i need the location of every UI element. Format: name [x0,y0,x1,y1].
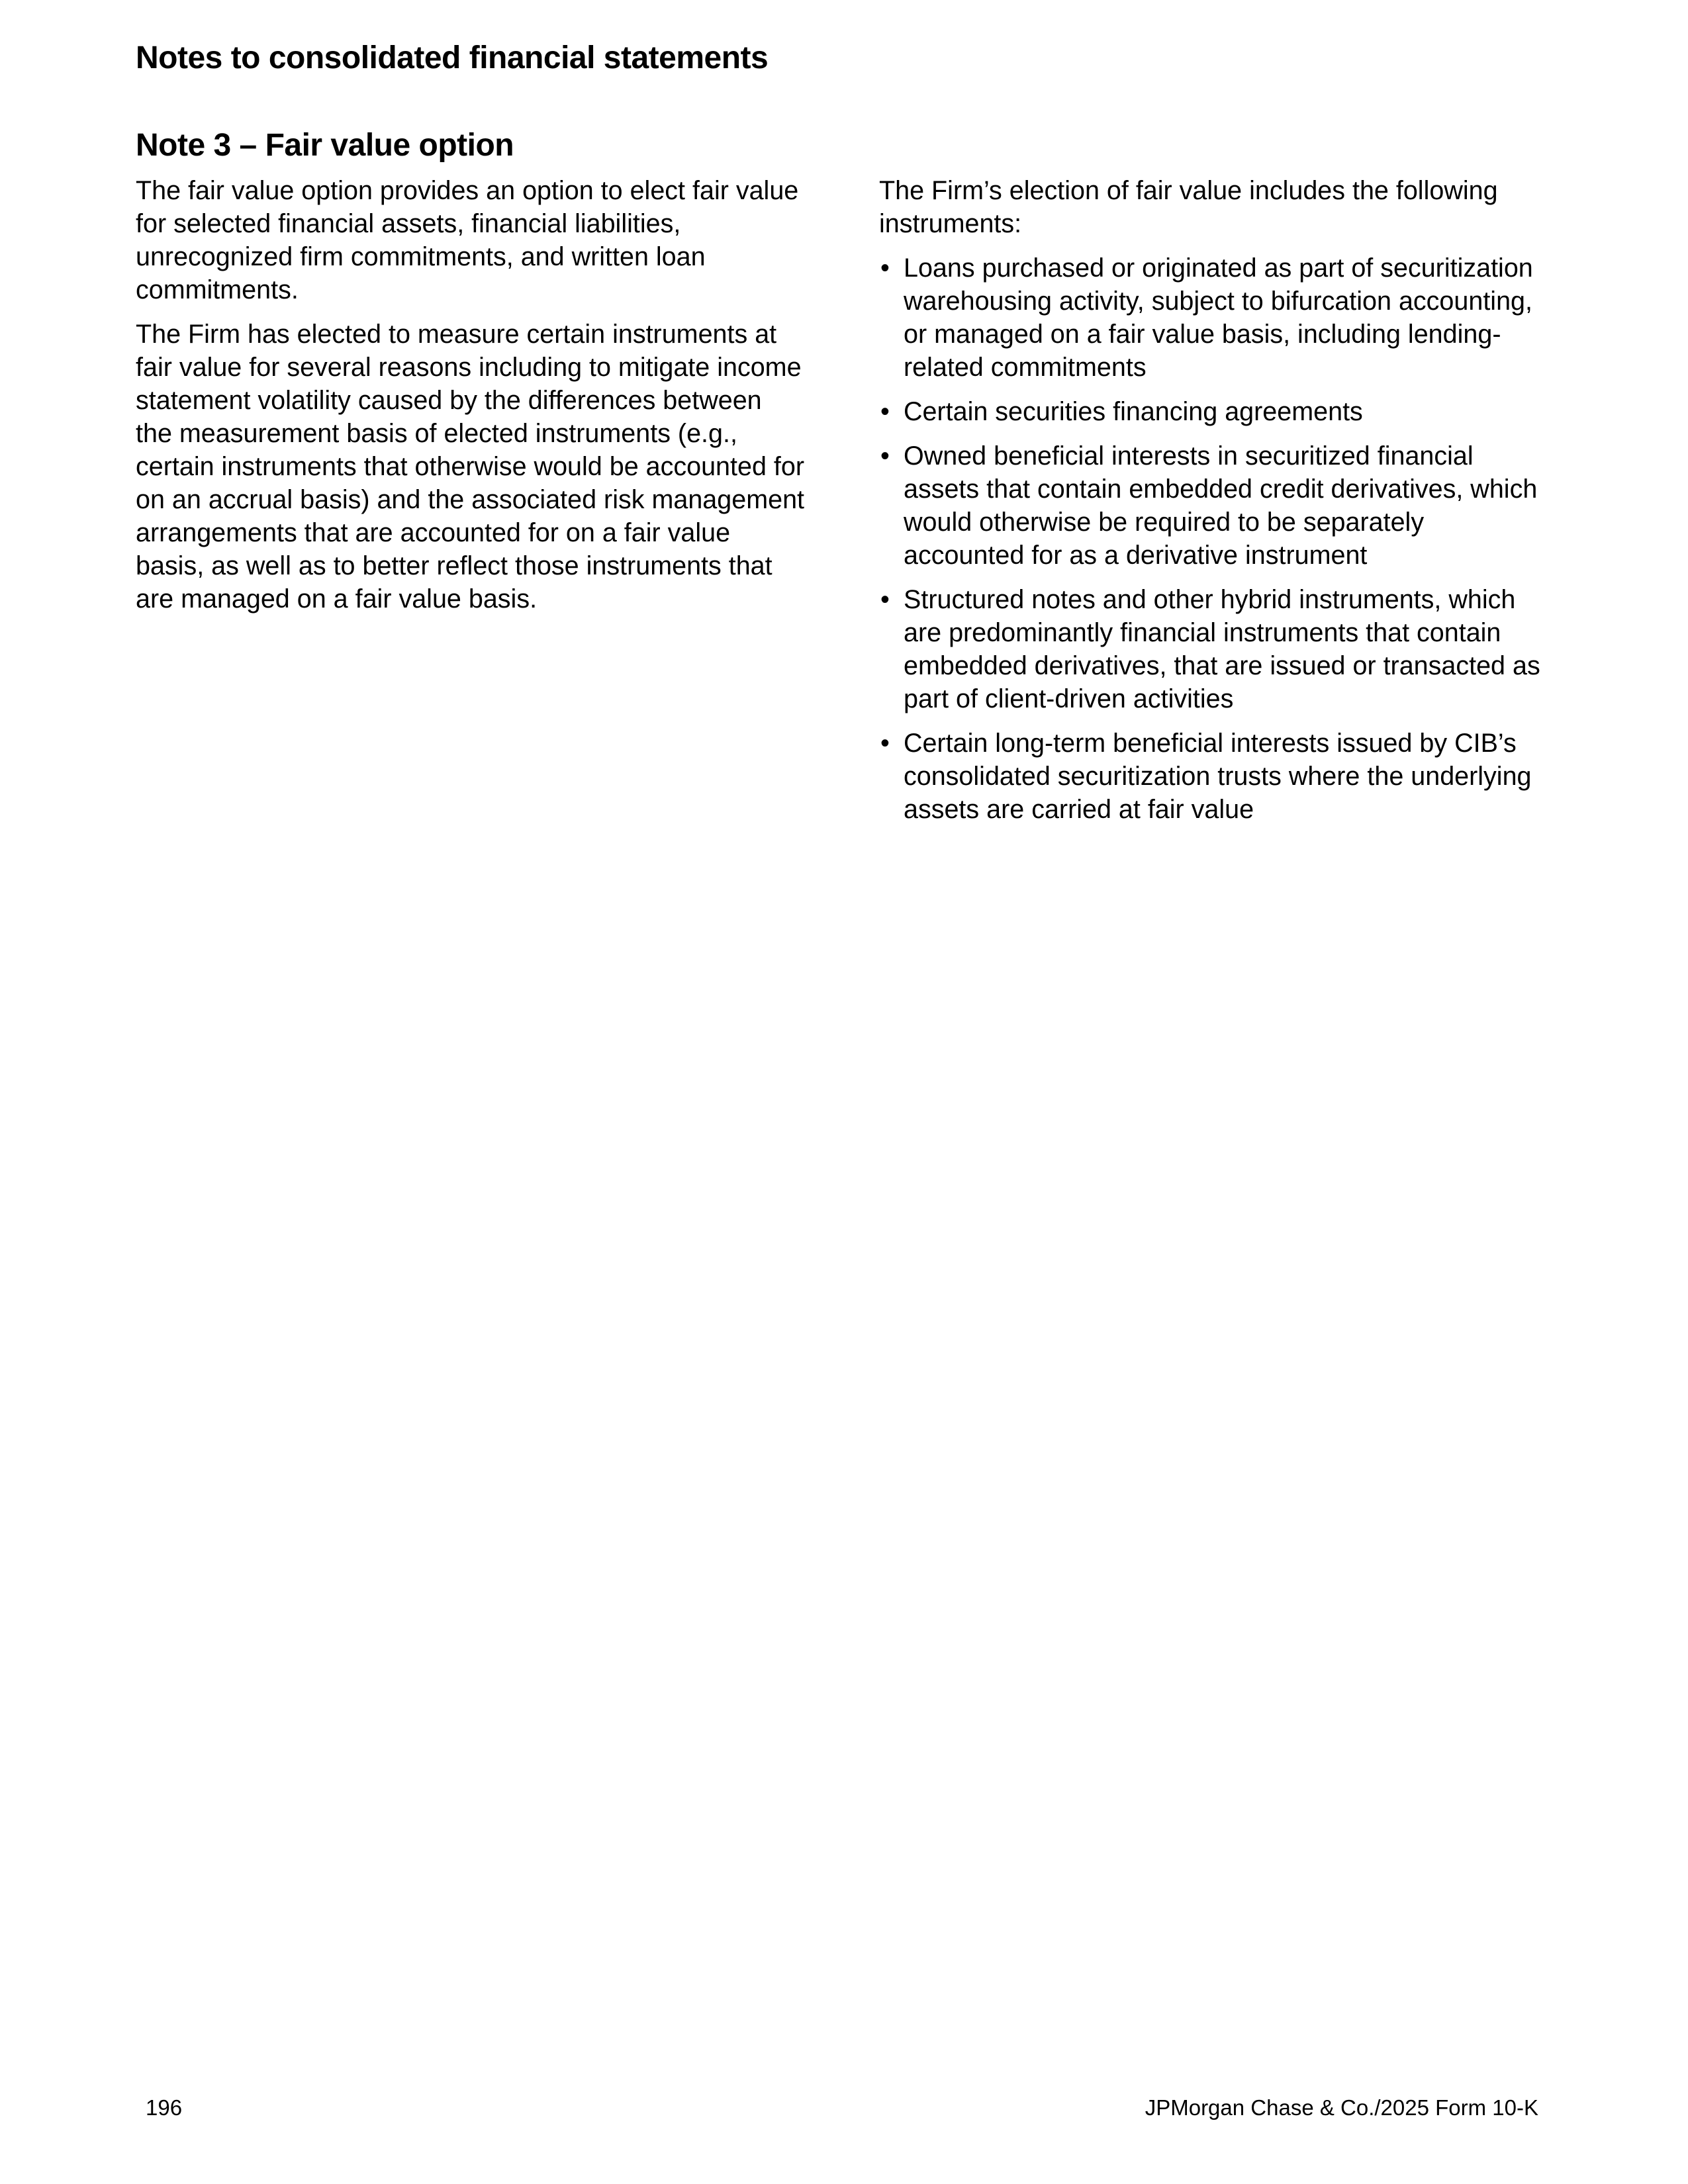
bullet-icon: • [880,397,890,426]
list-item [879,395,1548,428]
list-item [879,251,1548,384]
paragraph: The fair value option provides an option to elect fair value for selected financial assets, financial liabilities, unrecognized firm commitments, and written loan commitments. [136,176,799,304]
list-item-text: Certain long-term beneficial interests issued by CIB’s consolidated securitization trusts where the underlying assets are carried at fair value [904,729,1532,824]
list-item-text: Loans purchased or originated as part of securitization warehousing activity, subject to bifurcation accounting, or managed on a fair value basis, including lending-related commitments [904,253,1533,382]
bullet-icon: • [880,729,890,758]
list-item-text: Owned beneficial interests in securitized financial assets that contain embedded credit derivatives, which would otherwise be required to be separately accounted for as a derivative instrument [904,441,1538,570]
list-item-text: Structured notes and other hybrid instruments, which are predominantly financial instruments that contain embedded derivatives, that are issued or transacted as part of client-driven activities [904,585,1540,713]
right-column [879,174,1548,837]
list-item-text: Certain securities financing agreements [904,397,1363,426]
left-column [136,174,804,627]
list-item [879,727,1548,826]
bullet-icon: • [880,441,890,471]
page-header-title: Notes to consolidated financial statements [136,40,769,75]
bullet-list [879,251,1548,826]
note-title: Note 3 – Fair value option [136,128,514,163]
bullet-icon: • [880,585,890,614]
bullet-icon: • [880,253,890,283]
list-item [879,439,1548,572]
document-footer-title: JPMorgan Chase & Co./2025 Form 10-K [1145,2095,1538,2120]
paragraph: The Firm has elected to measure certain instruments at fair value for several reasons including to mitigate income statement volatility caused by the differences between the measurement basis of elected instruments (e.g., certain instruments that otherwise would be accounted for on an accrual basis) and the associated risk management arrangements that are accounted for on a fair value basis, as well as to better reflect those instruments that are managed on a fair value basis. [136,320,805,614]
list-item [879,583,1548,715]
bullet-list-intro: The Firm’s election of fair value includes the following instruments: [879,176,1498,238]
page-number: 196 [146,2095,183,2120]
